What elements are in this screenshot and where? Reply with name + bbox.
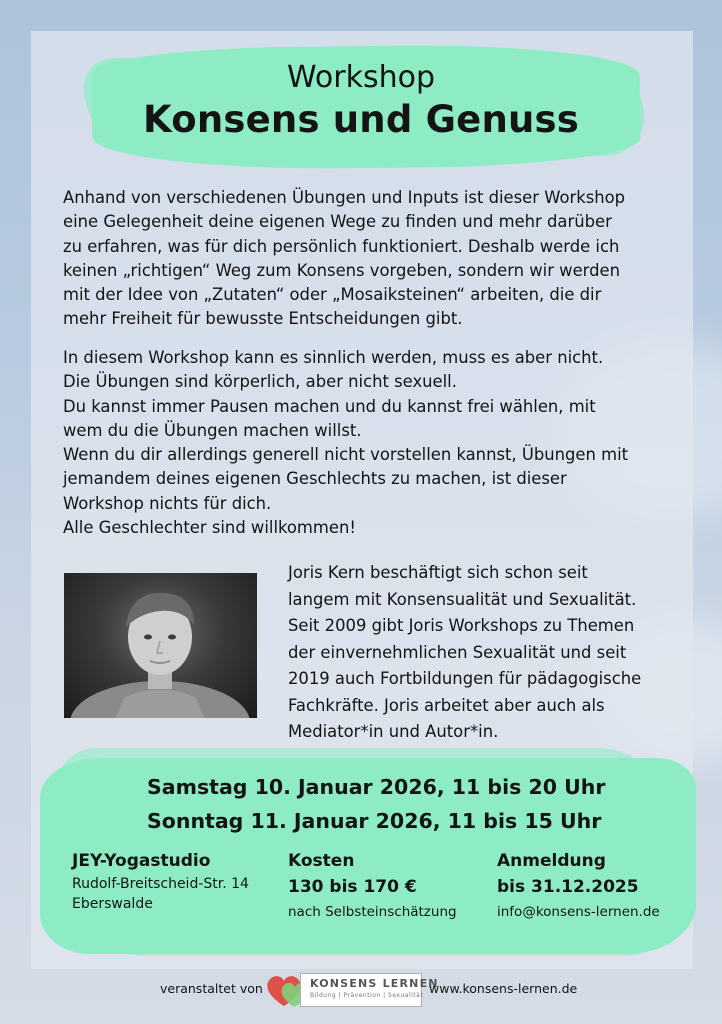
venue-street: Rudolf-Breitscheid-Str. 14 xyxy=(72,876,249,892)
text-line: Seit 2009 gibt Joris Workshops zu Themen xyxy=(288,616,635,635)
text-line: jemandem deines eigenen Geschlechts zu machen, ist dieser xyxy=(63,469,567,489)
text-line: keinen „richtigen“ Weg zum Konsens vorgeben, sondern wir werden xyxy=(63,260,620,280)
text-line: In diesem Workshop kann es sinnlich werden, muss es aber nicht. xyxy=(63,348,604,367)
text-line: Alle Geschlechter sind willkommen! xyxy=(63,518,356,538)
text-line: langem mit Konsensualität und Sexualität. xyxy=(288,589,637,609)
venue-city: Eberswalde xyxy=(72,896,153,912)
trainer-bio xyxy=(288,560,688,746)
portrait-photo xyxy=(64,573,257,718)
event-dates xyxy=(147,770,606,838)
cost-label: Kosten xyxy=(288,851,355,871)
text-line: zu erfahren, was für dich persönlich funktioniert. Deshalb werde ich xyxy=(63,236,620,256)
date-day-2: Sonntag 11. Januar 2026, 11 bis 15 Uhr xyxy=(147,809,602,833)
page-title: Konsens und Genuss xyxy=(143,98,579,141)
text-line: Fachkräfte. Joris arbeitet aber auch als xyxy=(288,695,605,715)
text-line: Wenn du dir allerdings generell nicht vorstellen kannst, Übungen mit xyxy=(63,445,629,465)
registration-email[interactable]: info@konsens-lernen.de xyxy=(497,904,660,920)
text-line: wem du die Übungen machen willst. xyxy=(63,420,362,440)
cost-amount: 130 bis 170 € xyxy=(288,877,417,897)
text-line: mit der Idee von „Zutaten“ oder „Mosaiksteinen“ arbeiten, die dir xyxy=(63,285,602,305)
text-line: der einvernehmlichen Sexualität und seit xyxy=(288,642,627,662)
registration-info xyxy=(497,848,660,924)
text-line: eine Gelegenheit deine eigenen Wege zu finden und mehr darüber xyxy=(63,212,612,232)
venue-name: JEY-Yogastudio xyxy=(72,851,211,871)
organizer-label: veranstaltet von xyxy=(160,981,263,996)
portrait-illustration xyxy=(64,573,257,718)
text-line: Workshop nichts für dich. xyxy=(63,493,272,513)
cost-info xyxy=(288,848,457,924)
registration-deadline: bis 31.12.2025 xyxy=(497,877,639,897)
text-line: 2019 auch Fortbildungen für pädagogische xyxy=(288,669,642,688)
text-line: Anhand von verschiedenen Übungen und Inputs ist dieser Workshop xyxy=(63,188,626,207)
intro-paragraph xyxy=(63,186,678,332)
text-line: Mediator*in und Autor*in. xyxy=(288,722,499,741)
text-line: Du kannst immer Pausen machen und du kannst frei wählen, mit xyxy=(63,396,596,416)
logo-name: KONSENS LERNEN xyxy=(310,977,439,990)
website-link[interactable]: www.konsens-lernen.de xyxy=(429,981,578,996)
logo-tagline: Bildung | Prävention | Sexualität xyxy=(310,992,424,999)
venue-info xyxy=(72,848,249,914)
details-paragraph xyxy=(63,346,678,540)
text-line: mehr Freiheit für bewusste Entscheidungen gibt. xyxy=(63,309,463,329)
konsens-lernen-logo xyxy=(262,970,439,1010)
date-day-1: Samstag 10. Januar 2026, 11 bis 20 Uhr xyxy=(147,775,606,799)
workshop-kicker: Workshop xyxy=(286,60,435,95)
cost-note: nach Selbsteinschätzung xyxy=(288,904,457,920)
registration-label: Anmeldung xyxy=(497,851,606,871)
text-line: Die Übungen sind körperlich, aber nicht sexuell. xyxy=(63,372,457,392)
text-line: Joris Kern beschäftigt sich schon seit xyxy=(288,563,588,582)
